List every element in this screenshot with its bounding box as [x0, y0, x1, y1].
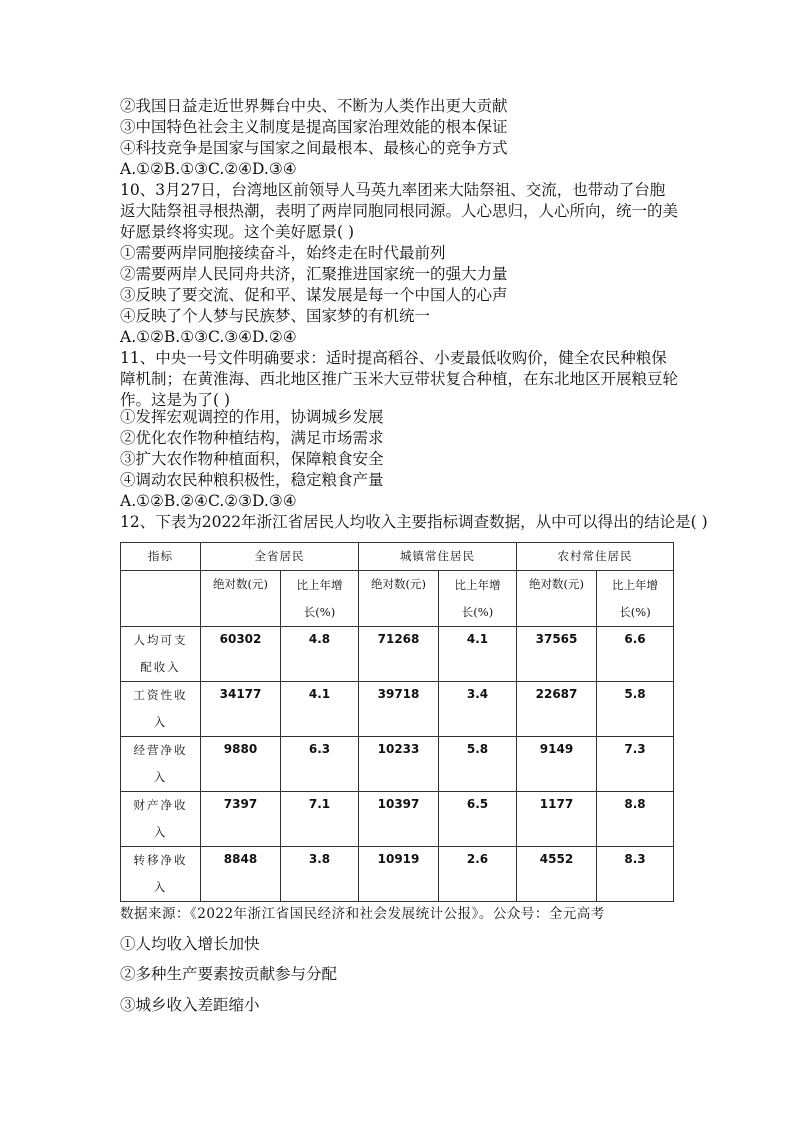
cell-value: 8.3 — [597, 847, 674, 902]
q11-stem: 11、中央一号文件明确要求：适时提高稻谷、小麦最低收购价，健全农民种粮保障机制；在黄淮海、西北地区推广玉米大豆带状复合种植，在东北地区开展粮豆轮作。这是为了( ) — [120, 349, 679, 409]
sub-header-abs: 绝对数(元) — [201, 571, 281, 627]
q11-answer-choices: A.①②B.②④C.②③D.③④ — [120, 492, 297, 510]
table-row — [121, 682, 674, 737]
table-corner-header: 指标 — [121, 543, 201, 571]
group-header-urban: 城镇常住居民 — [359, 543, 517, 571]
row-label — [121, 792, 201, 847]
group-header-rural: 农村常住居民 — [517, 543, 674, 571]
row-label-line2: 入 — [153, 770, 168, 784]
group-header-province: 全省居民 — [201, 543, 359, 571]
cell-value: 3.8 — [281, 847, 359, 902]
cell-value: 6.6 — [597, 627, 674, 682]
q12-stem: 12、下表为2022年浙江省居民人均收入主要指标调查数据，从中可以得出的结论是( ) — [120, 513, 708, 531]
cell-value: 6.5 — [439, 792, 517, 847]
sub-header-growth-line2: 长(%) — [619, 604, 651, 619]
sub-header-growth-line1: 比上年增 — [296, 577, 343, 592]
cell-value: 34177 — [201, 682, 281, 737]
row-label-line1: 转移净收 — [133, 853, 188, 867]
row-label-line2: 入 — [153, 715, 168, 729]
q12-option-3: ③城乡收入差距缩小 — [120, 996, 260, 1014]
cell-value: 5.8 — [597, 682, 674, 737]
q10-option-1: ①需要两岸同胞接续奋斗，始终走在时代最前列 — [120, 244, 446, 262]
sub-header-growth — [281, 571, 359, 627]
cell-value: 4.8 — [281, 627, 359, 682]
cell-value: 39718 — [359, 682, 439, 737]
q10-stem: 10、3月27日，台湾地区前领导人马英九率团来大陆祭祖、交流，也带动了台胞返大陆祭祖寻根热潮，表明了两岸同胞同根同源。人心思归，人心所向，统一的美好愿景终将实现。这个美好愿景( ) — [120, 181, 679, 241]
cell-value: 10397 — [359, 792, 439, 847]
cell-value: 8.8 — [597, 792, 674, 847]
cell-value: 10919 — [359, 847, 439, 902]
q12-option-1: ①人均收入增长加快 — [120, 935, 260, 953]
cell-value: 7.1 — [281, 792, 359, 847]
cell-value: 60302 — [201, 627, 281, 682]
row-label — [121, 737, 201, 792]
table-row — [121, 792, 674, 847]
cell-value: 4.1 — [281, 682, 359, 737]
cell-value: 71268 — [359, 627, 439, 682]
table-row — [121, 847, 674, 902]
q9-option-3: ③中国特色社会主义制度是提高国家治理效能的根本保证 — [120, 118, 508, 136]
cell-value: 22687 — [517, 682, 597, 737]
sub-header-growth-line1: 比上年增 — [612, 577, 658, 592]
q11-option-3: ③扩大农作物种植面积，保障粮食安全 — [120, 450, 384, 468]
cell-value: 10233 — [359, 737, 439, 792]
sub-header-abs: 绝对数(元) — [359, 571, 439, 627]
q10-option-3: ③反映了要交流、促和平、谋发展是每一个中国人的心声 — [120, 286, 508, 304]
cell-value: 4.1 — [439, 627, 517, 682]
sub-header-growth-line2: 长(%) — [303, 604, 336, 619]
cell-value: 6.3 — [281, 737, 359, 792]
row-label-line1: 人均可支 — [133, 633, 188, 647]
cell-value: 7.3 — [597, 737, 674, 792]
q11-option-4: ④调动农民种粮积极性，稳定粮食产量 — [120, 471, 384, 489]
q10-option-4: ④反映了个人梦与民族梦、国家梦的有机统一 — [120, 307, 431, 325]
cell-value: 1177 — [517, 792, 597, 847]
cell-value: 9149 — [517, 737, 597, 792]
row-label — [121, 847, 201, 902]
sub-header-growth-line2: 长(%) — [461, 604, 494, 619]
cell-value: 5.8 — [439, 737, 517, 792]
table-source-note: 数据来源：《2022年浙江省国民经济和社会发展统计公报》。公众号：全元高考 — [120, 906, 605, 922]
row-label — [121, 682, 201, 737]
table-row — [121, 627, 674, 682]
cell-value: 9880 — [201, 737, 281, 792]
row-label-line1: 工资性收 — [133, 688, 188, 702]
income-table — [120, 542, 674, 902]
row-label-line2: 配收入 — [140, 660, 181, 674]
q9-option-2: ②我国日益走近世界舞台中央、不断为人类作出更大贡献 — [120, 97, 508, 115]
row-label-line2: 入 — [153, 825, 168, 839]
q10-option-2: ②需要两岸人民同舟共济，汇聚推进国家统一的强大力量 — [120, 265, 508, 283]
cell-value: 7397 — [201, 792, 281, 847]
row-label-line1: 经营净收 — [133, 743, 188, 757]
q10-answer-choices: A.①②B.①③C.③④D.②④ — [120, 328, 297, 346]
cell-value: 3.4 — [439, 682, 517, 737]
cell-value: 8848 — [201, 847, 281, 902]
sub-header-growth-line1: 比上年增 — [454, 577, 501, 592]
row-label — [121, 627, 201, 682]
cell-value: 37565 — [517, 627, 597, 682]
sub-header-growth — [439, 571, 517, 627]
q12-option-2: ②多种生产要素按贡献参与分配 — [120, 965, 338, 983]
sub-header-abs: 绝对数(元) — [517, 571, 597, 627]
table-row — [121, 737, 674, 792]
q9-answer-choices: A.①②B.①③C.②④D.③④ — [120, 160, 297, 178]
cell-value: 2.6 — [439, 847, 517, 902]
cell-value: 4552 — [517, 847, 597, 902]
q11-option-2: ②优化农作物种植结构，满足市场需求 — [120, 429, 384, 447]
row-label-line2: 入 — [153, 880, 168, 894]
q9-option-4: ④科技竞争是国家与国家之间最根本、最核心的竞争方式 — [120, 139, 508, 157]
q11-option-1: ①发挥宏观调控的作用，协调城乡发展 — [120, 408, 384, 426]
sub-header-growth — [597, 571, 674, 627]
table-empty-cell — [121, 571, 201, 627]
row-label-line1: 财产净收 — [133, 798, 188, 812]
